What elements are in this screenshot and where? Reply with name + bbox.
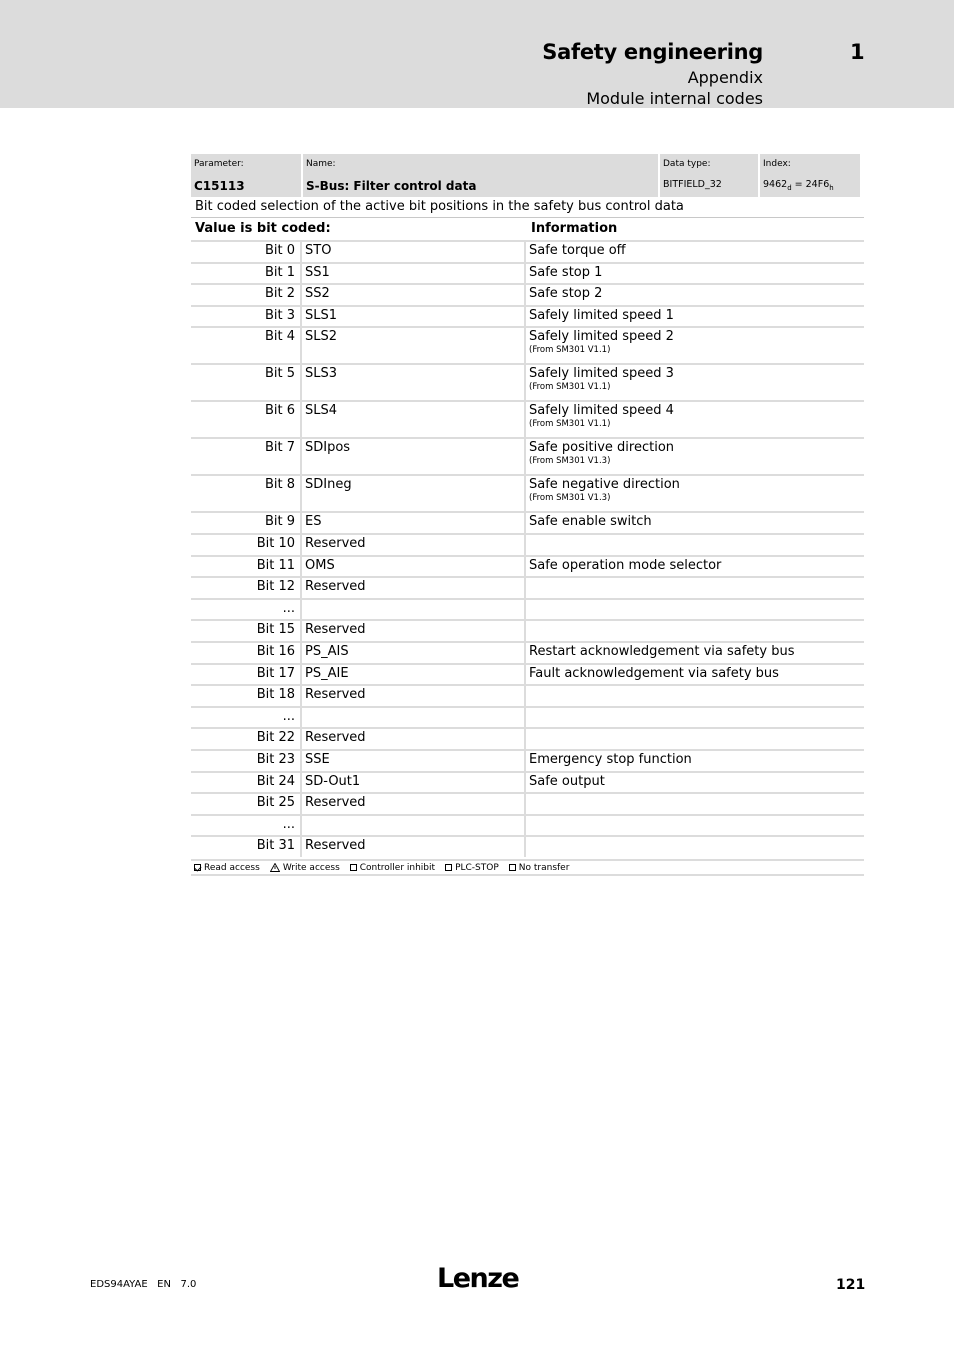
bit-position: ... bbox=[191, 708, 302, 728]
table-row bbox=[191, 262, 864, 284]
index-value bbox=[763, 179, 834, 192]
column-header-value: Value is bit coded: bbox=[195, 221, 331, 236]
bit-name: Reserved bbox=[302, 794, 526, 814]
bit-position: ... bbox=[191, 600, 302, 620]
lenze-logo: Lenze bbox=[437, 1263, 519, 1294]
version-note: (From SM301 V1.1) bbox=[529, 345, 611, 356]
legend-inhibit bbox=[350, 863, 435, 873]
bit-position: Bit 4 bbox=[191, 328, 302, 363]
bit-information-text: Restart acknowledgement via safety bus bbox=[529, 643, 795, 659]
checkbox-empty-icon bbox=[509, 864, 516, 871]
bit-information bbox=[526, 578, 864, 598]
table-row bbox=[191, 533, 864, 555]
bit-position: Bit 16 bbox=[191, 643, 302, 663]
bit-information bbox=[526, 285, 864, 305]
bit-information bbox=[526, 816, 864, 836]
bit-information-text: Safe output bbox=[529, 773, 605, 789]
datatype-value: BITFIELD_32 bbox=[663, 179, 722, 190]
bit-table bbox=[191, 240, 864, 857]
bit-name: PS_AIE bbox=[302, 665, 526, 685]
legend-inhibit-label: Controller inhibit bbox=[359, 862, 436, 873]
checkbox-checked-icon bbox=[194, 864, 201, 871]
checkbox-empty-icon bbox=[445, 864, 452, 871]
index-cell bbox=[760, 154, 860, 197]
table-row bbox=[191, 474, 864, 511]
bit-information bbox=[526, 557, 864, 577]
bit-name: PS_AIS bbox=[302, 643, 526, 663]
bit-information-text: Safely limited speed 3 bbox=[529, 366, 674, 382]
table-row bbox=[191, 771, 864, 793]
bit-name: SLS1 bbox=[302, 307, 526, 327]
bit-information bbox=[526, 328, 864, 363]
parameter-description: Bit coded selection of the active bit positions in the safety bus control data bbox=[191, 197, 864, 218]
bit-name: SDIneg bbox=[302, 476, 526, 511]
bit-information bbox=[526, 621, 864, 641]
table-row bbox=[191, 511, 864, 533]
bit-position: Bit 1 bbox=[191, 264, 302, 284]
bit-information bbox=[526, 264, 864, 284]
bit-information bbox=[526, 751, 864, 771]
table-row bbox=[191, 326, 864, 363]
bit-name bbox=[302, 708, 526, 728]
bit-information-text: Safely limited speed 1 bbox=[529, 307, 674, 323]
bit-information bbox=[526, 307, 864, 327]
table-row bbox=[191, 814, 864, 836]
bit-information-text: Safely limited speed 4 bbox=[529, 403, 674, 419]
bit-position: Bit 5 bbox=[191, 365, 302, 400]
table-row bbox=[191, 305, 864, 327]
table-row bbox=[191, 619, 864, 641]
bit-information-text: Safe operation mode selector bbox=[529, 557, 722, 573]
bit-position: Bit 2 bbox=[191, 285, 302, 305]
bit-position: Bit 3 bbox=[191, 307, 302, 327]
table-row bbox=[191, 792, 864, 814]
legend-notransfer-label: No transfer bbox=[518, 862, 570, 873]
bit-name bbox=[302, 816, 526, 836]
table-row bbox=[191, 835, 864, 857]
parameter-header bbox=[191, 154, 864, 197]
bit-information bbox=[526, 794, 864, 814]
legend-plcstop-label: PLC-STOP bbox=[455, 862, 499, 873]
bit-information-text: Safe enable switch bbox=[529, 514, 652, 530]
bit-position: Bit 22 bbox=[191, 729, 302, 749]
bit-position: Bit 12 bbox=[191, 578, 302, 598]
bit-position: Bit 15 bbox=[191, 621, 302, 641]
index-hex-suffix: h bbox=[829, 183, 834, 192]
column-header-info: Information bbox=[531, 221, 618, 236]
bit-information-text: Emergency stop function bbox=[529, 751, 692, 767]
warning-triangle-icon bbox=[270, 863, 280, 872]
bit-information bbox=[526, 513, 864, 533]
bit-name: Reserved bbox=[302, 621, 526, 641]
legend-write bbox=[270, 863, 340, 873]
bit-name: SLS3 bbox=[302, 365, 526, 400]
table-row bbox=[191, 576, 864, 598]
name-value: S-Bus: Filter control data bbox=[306, 179, 477, 193]
bit-information bbox=[526, 708, 864, 728]
parameter-value: C15113 bbox=[194, 179, 245, 193]
bit-position: Bit 25 bbox=[191, 794, 302, 814]
bit-information-text: Safe torque off bbox=[529, 243, 626, 258]
bit-position: ... bbox=[191, 816, 302, 836]
bit-position: Bit 0 bbox=[191, 242, 302, 262]
bit-name: SLS4 bbox=[302, 402, 526, 437]
bit-position: Bit 17 bbox=[191, 665, 302, 685]
document-code: EDS94AYAE EN 7.0 bbox=[90, 1279, 197, 1290]
bit-name: ES bbox=[302, 513, 526, 533]
access-legend bbox=[191, 859, 864, 876]
checkbox-empty-icon bbox=[350, 864, 357, 871]
bit-information bbox=[526, 439, 864, 474]
bit-information bbox=[526, 686, 864, 706]
bit-name: STO bbox=[302, 242, 526, 262]
bit-information bbox=[526, 837, 864, 857]
bit-name: SLS2 bbox=[302, 328, 526, 363]
bit-name bbox=[302, 600, 526, 620]
bit-information-text: Safe negative direction bbox=[529, 477, 680, 493]
parameter-cell bbox=[191, 154, 301, 197]
page-title: Safety engineering bbox=[542, 40, 763, 64]
bit-information-text: Safely limited speed 2 bbox=[529, 329, 674, 345]
bit-information-text: Safe positive direction bbox=[529, 440, 675, 456]
bit-name: OMS bbox=[302, 557, 526, 577]
chapter-number: 1 bbox=[850, 40, 865, 64]
bit-position: Bit 7 bbox=[191, 439, 302, 474]
table-row bbox=[191, 663, 864, 685]
header-band bbox=[0, 0, 954, 108]
table-row bbox=[191, 363, 864, 400]
legend-read bbox=[194, 863, 260, 873]
table-row bbox=[191, 706, 864, 728]
bit-information bbox=[526, 476, 864, 511]
table-row bbox=[191, 749, 864, 771]
bit-position: Bit 24 bbox=[191, 773, 302, 793]
table-row bbox=[191, 437, 864, 474]
bit-position: Bit 8 bbox=[191, 476, 302, 511]
subsection-subtitle: Module internal codes bbox=[586, 89, 763, 108]
legend-read-label: Read access bbox=[204, 862, 260, 873]
datatype-cell bbox=[660, 154, 758, 197]
bit-information bbox=[526, 535, 864, 555]
bit-information bbox=[526, 729, 864, 749]
bit-position: Bit 6 bbox=[191, 402, 302, 437]
legend-notransfer bbox=[509, 863, 570, 873]
bit-position: Bit 11 bbox=[191, 557, 302, 577]
datatype-label: Data type: bbox=[663, 159, 711, 169]
bit-information bbox=[526, 365, 864, 400]
bit-position: Bit 23 bbox=[191, 751, 302, 771]
bit-name: SD-Out1 bbox=[302, 773, 526, 793]
version-note: (From SM301 V1.3) bbox=[529, 456, 611, 467]
name-cell bbox=[303, 154, 658, 197]
legend-plcstop bbox=[445, 863, 499, 873]
section-subtitle: Appendix bbox=[687, 68, 763, 87]
bit-position: Bit 9 bbox=[191, 513, 302, 533]
table-row bbox=[191, 283, 864, 305]
bit-information-text: Safe stop 1 bbox=[529, 264, 603, 280]
bit-name: SS2 bbox=[302, 285, 526, 305]
bit-information bbox=[526, 600, 864, 620]
version-note: (From SM301 V1.3) bbox=[529, 493, 611, 504]
table-row bbox=[191, 684, 864, 706]
bit-information bbox=[526, 643, 864, 663]
bit-name: SSE bbox=[302, 751, 526, 771]
table-row bbox=[191, 727, 864, 749]
bit-name: Reserved bbox=[302, 837, 526, 857]
table-row bbox=[191, 598, 864, 620]
index-decimal-suffix: d bbox=[787, 183, 792, 192]
bit-name: Reserved bbox=[302, 535, 526, 555]
table-row bbox=[191, 240, 864, 262]
bit-information bbox=[526, 665, 864, 685]
page-number: 121 bbox=[836, 1277, 866, 1293]
bit-information-text: Fault acknowledgement via safety bus bbox=[529, 665, 779, 681]
version-note: (From SM301 V1.1) bbox=[529, 382, 611, 393]
index-hex: = 24F6 bbox=[791, 179, 830, 190]
bit-position: Bit 31 bbox=[191, 837, 302, 857]
legend-write-label: Write access bbox=[282, 862, 340, 873]
bit-name: Reserved bbox=[302, 578, 526, 598]
bit-position: Bit 10 bbox=[191, 535, 302, 555]
bit-name: Reserved bbox=[302, 729, 526, 749]
bit-information bbox=[526, 242, 864, 262]
index-label: Index: bbox=[763, 159, 791, 169]
table-row bbox=[191, 400, 864, 437]
bit-information bbox=[526, 402, 864, 437]
bit-information-text: Safe stop 2 bbox=[529, 286, 603, 302]
parameter-label: Parameter: bbox=[194, 159, 244, 169]
table-row bbox=[191, 641, 864, 663]
version-note: (From SM301 V1.1) bbox=[529, 419, 611, 430]
name-label: Name: bbox=[306, 159, 336, 169]
index-decimal: 9462 bbox=[763, 179, 788, 190]
bit-name: SS1 bbox=[302, 264, 526, 284]
bit-position: Bit 18 bbox=[191, 686, 302, 706]
bit-name: Reserved bbox=[302, 686, 526, 706]
bit-name: SDIpos bbox=[302, 439, 526, 474]
table-row bbox=[191, 555, 864, 577]
bit-information bbox=[526, 773, 864, 793]
